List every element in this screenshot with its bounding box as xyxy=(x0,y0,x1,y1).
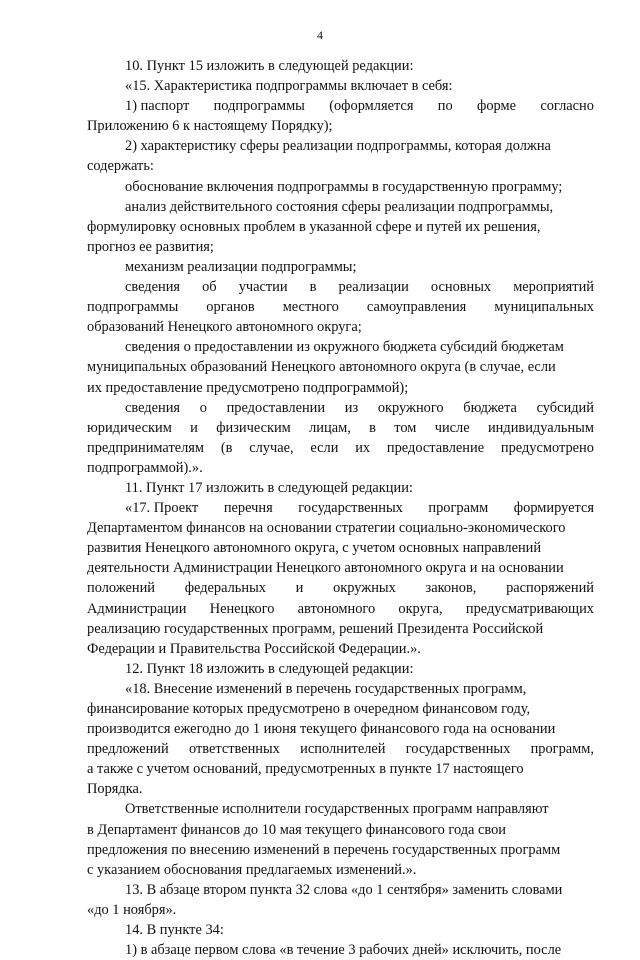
justified-word: самоуправления xyxy=(366,299,467,316)
paragraph-line: 2) характеристику сферы реализации подпрограммы, которая должна xyxy=(125,138,551,155)
justified-word: о xyxy=(199,399,207,416)
paragraph-line: 12. Пункт 18 изложить в следующей редакции: xyxy=(125,660,414,677)
paragraph-line-justified xyxy=(87,398,594,418)
paragraph-line: Порядка. xyxy=(87,781,143,798)
justified-word: предоставлении xyxy=(226,399,326,416)
justified-word: Ненецкого xyxy=(209,600,275,617)
paragraph-line-justified xyxy=(87,739,594,759)
justified-word: физическим xyxy=(216,419,291,436)
paragraph-line: деятельности Администрации Ненецкого автономного округа и на основании xyxy=(87,560,564,577)
paragraph-line: 1) в абзаце первом слова «в течение 3 рабочих дней» исключить, после xyxy=(125,942,562,959)
justified-word: сведения xyxy=(125,399,181,416)
justified-word: ответственных xyxy=(188,741,280,758)
paragraph-line: Ответственные исполнители государственных программ направляют xyxy=(125,801,549,818)
justified-word: распоряжений xyxy=(506,580,594,597)
paragraph-line: Приложению 6 к настоящему Порядку); xyxy=(87,118,333,135)
paragraph-line: с указанием обоснования предлагаемых изменений.». xyxy=(87,861,417,878)
paragraph-line: муниципальных образований Ненецкого автономного округа (в случае, если xyxy=(87,359,556,376)
justified-word: законов, xyxy=(425,580,477,597)
paragraph-line: подпрограммой).». xyxy=(87,459,203,476)
justified-word: согласно xyxy=(540,98,594,115)
justified-word: окружных xyxy=(333,580,396,597)
justified-word: участии xyxy=(238,279,288,296)
justified-word: «17. Проект xyxy=(125,500,199,517)
justified-word: окружного xyxy=(377,399,444,416)
paragraph-line: анализ действительного состояния сферы реализации подпрограммы, xyxy=(125,198,554,215)
justified-word: об xyxy=(202,279,217,296)
justified-word: местного xyxy=(282,299,339,316)
paragraph-line: их предоставление предусмотрено подпрограммой); xyxy=(87,379,409,396)
justified-word: (оформляется xyxy=(329,98,414,115)
justified-word: подпрограммы xyxy=(87,299,179,316)
paragraph-line: прогноз ее развития; xyxy=(87,238,214,255)
paragraph-line: содержать: xyxy=(87,158,154,175)
justified-word: в xyxy=(369,419,376,436)
justified-word: лицам, xyxy=(309,419,351,436)
justified-word: (в xyxy=(220,439,233,456)
justified-word: предпринимателям xyxy=(87,439,205,456)
justified-word: Администрации xyxy=(87,600,187,617)
justified-word: автономного xyxy=(297,600,376,617)
paragraph-line-justified xyxy=(87,498,594,518)
paragraph-line: 14. В пункте 34: xyxy=(125,922,224,939)
justified-word: программ, xyxy=(530,741,594,758)
justified-word: в xyxy=(309,279,317,296)
paragraph-line: производится ежегодно до 1 июня текущего финансового года на основании xyxy=(87,721,556,738)
paragraph-line: 13. В абзаце втором пункта 32 слова «до 1 сентября» заменить словами xyxy=(125,881,563,898)
justified-word: округа, xyxy=(398,600,443,617)
justified-word: бюджета xyxy=(463,399,517,416)
paragraph-line: реализацию государственных программ, решений Президента Российской xyxy=(87,620,544,637)
paragraph-line: формулировку основных проблем в указанной сфере и путей их решения, xyxy=(87,218,541,235)
paragraph-line-justified xyxy=(87,297,594,317)
paragraph-line-justified xyxy=(87,599,594,619)
paragraph-line: Федерации и Правительства Российской Федерации.». xyxy=(87,640,421,657)
justified-word: по xyxy=(437,98,453,115)
paragraph-line: Департаментом финансов на основании стратегии социально-экономического xyxy=(87,520,566,537)
justified-word: положений xyxy=(87,580,155,597)
paragraph-line: 11. Пункт 17 изложить в следующей редакции: xyxy=(125,479,413,496)
justified-word: перечня xyxy=(223,500,273,517)
justified-word: предложений xyxy=(87,741,169,758)
justified-word: субсидий xyxy=(536,399,594,416)
justified-word: сведения xyxy=(125,279,181,296)
justified-word: случае, xyxy=(249,439,294,456)
paragraph-line: развития Ненецкого автономного округа, с учетом основных направлений xyxy=(87,540,542,557)
justified-word: том xyxy=(394,419,417,436)
justified-word: предусмотрено xyxy=(500,439,594,456)
paragraph-line-justified xyxy=(87,578,594,598)
justified-word: предоставление xyxy=(386,439,485,456)
justified-word: подпрограммы xyxy=(213,98,305,115)
justified-word: исполнителей xyxy=(300,741,386,758)
justified-word: предусматривающих xyxy=(465,600,594,617)
document-body xyxy=(87,56,594,960)
paragraph-line-justified xyxy=(87,96,594,116)
justified-word: формируется xyxy=(513,500,594,517)
justified-word: основных xyxy=(430,279,492,296)
justified-word: индивидуальным xyxy=(487,419,594,436)
justified-word: государственных xyxy=(405,741,511,758)
paragraph-line: сведения о предоставлении из окружного бюджета субсидий бюджетам xyxy=(125,339,564,356)
justified-word: реализации xyxy=(338,279,409,296)
page-number: 4 xyxy=(317,28,323,42)
justified-word: 1) паспорт xyxy=(125,98,190,115)
paragraph-line: «15. Характеристика подпрограммы включает в себя: xyxy=(125,78,453,95)
justified-word: их xyxy=(355,439,371,456)
justified-word: программ xyxy=(428,500,489,517)
justified-word: федеральных xyxy=(184,580,266,597)
justified-word: если xyxy=(310,439,339,456)
paragraph-line: «до 1 ноября». xyxy=(87,901,177,918)
paragraph-line-justified xyxy=(87,438,594,458)
justified-word: юридическим xyxy=(87,419,172,436)
justified-word: числе xyxy=(434,419,470,436)
paragraph-line-justified xyxy=(87,277,594,297)
justified-word: органов xyxy=(206,299,255,316)
paragraph-line: предложения по внесению изменений в перечень государственных программ xyxy=(87,841,561,858)
paragraph-line: образований Ненецкого автономного округа; xyxy=(87,319,362,336)
paragraph-line: а также с учетом оснований, предусмотренных в пункте 17 настоящего xyxy=(87,761,524,778)
justified-word: и xyxy=(295,580,304,597)
paragraph-line: механизм реализации подпрограммы; xyxy=(125,258,357,275)
paragraph-line: в Департамент финансов до 10 мая текущего финансового года свои xyxy=(87,821,507,838)
justified-word: мероприятий xyxy=(513,279,594,296)
justified-word: и xyxy=(190,419,198,436)
paragraph-line: «18. Внесение изменений в перечень государственных программ, xyxy=(125,680,527,697)
justified-word: из xyxy=(344,399,359,416)
paragraph-line: финансирование которых предусмотрено в очередном финансовом году, xyxy=(87,701,531,717)
justified-word: форме xyxy=(477,98,516,115)
justified-word: муниципальных xyxy=(494,299,594,316)
paragraph-line: обоснование включения подпрограммы в государственную программу; xyxy=(125,178,563,195)
justified-word: государственных xyxy=(298,500,403,517)
paragraph-line: 10. Пункт 15 изложить в следующей редакции: xyxy=(125,58,414,74)
paragraph-line-justified xyxy=(87,418,594,438)
